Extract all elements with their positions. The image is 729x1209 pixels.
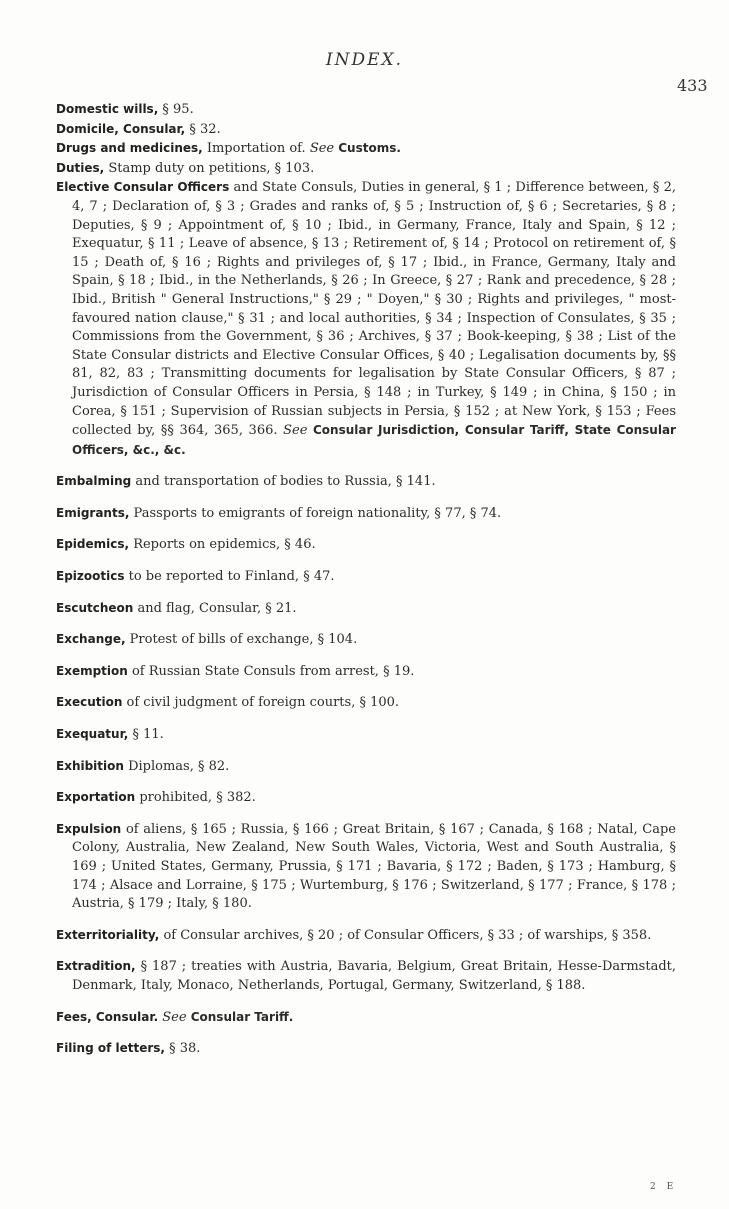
index-entry [56, 472, 676, 492]
entry-references: Reports on epidemics, § 46. [133, 537, 316, 553]
entry-references: Stamp duty on petitions, § 103. [108, 160, 315, 176]
page-number: 433 [677, 76, 708, 95]
index-entry [56, 630, 676, 650]
entry-heading: Expulsion [56, 821, 122, 836]
entry-references: of civil judgment of foreign courts, § 100. [126, 695, 400, 711]
entry-heading: Extradition, [56, 959, 136, 974]
index-entry [56, 788, 676, 808]
entry-references: and State Consuls, Duties in general, § 1 ; Difference between, § 2, 4, 7 ; Declaration of, § 3 ; Grades and ranks of, § 5 ; Instruction of, § 6 ; Secretaries, § 8 ; Deputies, § 9 ; Appointment of, § 10 ; Ibid., in Germany, France, Italy and Spain, § 12 ; Exequatur, § 11 ; Leave of absence, § 13 ; Retirement of, § 14 ; Protocol on retirement of, § 15 ; Death of, § 16 ; Rights and privileges of, § 17 ; Ibid., in France, Germany, Italy and Spain, § 18 ; Ibid., in the Netherlands, § 26 ; In Greece, § 27 ; Rank and precedence, § 28 ; Ibid., British " General Instructions," § 29 ; " Doyen," § 30 ; Rights and privileges, " most-favoured nation clause," § 31 ; and local authorities, § 34 ; Inspection of Consulates, § 35 ; Commissions from the Government, § 36 ; Archives, § 37 ; Book-keeping, § 38 ; List of the State Consular districts and Elective Consular Offices, § 40 ; Legalisation documents by, §§ 81, 82, 83 ; Transmitting documents for legalisation by State Consular Officers, § 87 ; Jurisdiction of Consular Officers in Persia, § 148 ; in Turkey, § 149 ; in China, § 150 ; in Corea, § 151 ; Supervision of Russian subjects in Persia, § 152 ; at New York, § 153 ; Fees collected by, §§ 364, 365, 366. [72, 180, 676, 439]
entry-references: § 38. [169, 1041, 201, 1057]
index-entry [56, 567, 676, 587]
entry-heading: Exchange, [56, 632, 126, 647]
index-entry [56, 725, 676, 745]
entry-references: Protest of bills of exchange, § 104. [129, 632, 358, 648]
entry-heading: Emigrants, [56, 505, 130, 520]
entry-references: § 11. [132, 727, 164, 743]
entry-heading: Domestic wills, [56, 102, 159, 116]
entry-references: § 95. [162, 102, 194, 117]
index-entry [56, 504, 676, 524]
index-entry [56, 957, 676, 995]
entry-heading: Exportation [56, 790, 136, 805]
index-entry [56, 139, 676, 159]
entry-references: Diplomas, § 82. [128, 758, 230, 774]
see-label: See [309, 141, 335, 157]
entry-references: to be reported to Finland, § 47. [128, 569, 335, 585]
index-entry [56, 820, 676, 914]
index-entry [56, 1039, 676, 1059]
entry-heading: Elective Consular Officers [56, 180, 230, 195]
entry-heading: Exterritoriality, [56, 927, 160, 942]
entry-references: of Russian State Consuls from arrest, § 19. [131, 663, 415, 679]
entry-heading: Drugs and medicines, [56, 141, 203, 156]
entry-references: § 32. [189, 121, 221, 137]
see-label: See [283, 423, 308, 439]
index-entry [56, 120, 676, 140]
entry-heading: Embalming [56, 474, 132, 489]
index-entry [56, 159, 676, 179]
entry-references: of Consular archives, § 20 ; of Consular Officers, § 33 ; of warships, § 358. [163, 927, 652, 943]
index-entry [56, 178, 676, 460]
entry-heading: Epidemics, [56, 537, 130, 552]
index-entry [56, 757, 676, 777]
entry-heading: Filing of letters, [56, 1041, 165, 1056]
entry-references: prohibited, § 382. [139, 790, 256, 806]
index-entry [56, 599, 676, 619]
index-entry [56, 662, 676, 682]
see-reference: Customs. [338, 141, 401, 156]
see-reference: Consular Jurisdiction, Consular Tariff, State Consular Officers, &c., &c. [72, 423, 676, 457]
entry-heading: Escutcheon [56, 600, 134, 615]
entry-heading: Duties, [56, 160, 105, 175]
entry-references: § 187 ; treaties with Austria, Bavaria, Belgium, Great Britain, Hesse-Darmstadt, Denmark, Italy, Monaco, Netherlands, Portugal, Germany, Switzerland, § 188. [72, 959, 676, 993]
entry-references: of aliens, § 165 ; Russia, § 166 ; Great Britain, § 167 ; Canada, § 168 ; Natal, Cape Colony, Australia, New Zealand, New South Wales, Victoria, West and South Australia, § 169 ; United States, Germany, Prussia, § 171 ; Bavaria, § 172 ; Baden, § 173 ; Hamburg, § 174 ; Alsace and Lorraine, § 175 ; Wurtemburg, § 176 ; Switzerland, § 177 ; France, § 178 ; Austria, § 179 ; Italy, § 180. [72, 821, 676, 912]
entry-heading: Execution [56, 695, 123, 710]
entry-heading: Exequatur, [56, 727, 129, 742]
index-entry [56, 535, 676, 555]
entry-heading: Epizootics [56, 569, 125, 584]
running-head: INDEX. [325, 50, 404, 70]
entry-references: and transportation of bodies to Russia, § 141. [135, 474, 436, 490]
index-entry [56, 1008, 676, 1028]
see-label: See [162, 1009, 187, 1025]
entry-heading: Exemption [56, 663, 128, 678]
entry-references: Passports to emigrants of foreign nationality, § 77, § 74. [133, 505, 502, 521]
index-entries [56, 100, 676, 1071]
printer-signature: 2 E [650, 1182, 678, 1192]
index-entry [56, 100, 676, 120]
index-entry [56, 693, 676, 713]
entry-heading: Fees, Consular. [56, 1009, 159, 1024]
entry-heading: Domicile, Consular, [56, 121, 186, 136]
index-entry [56, 926, 676, 946]
entry-references: and flag, Consular, § 21. [137, 600, 297, 616]
entry-references: Importation of. [206, 141, 306, 157]
see-reference: Consular Tariff. [190, 1009, 294, 1024]
entry-heading: Exhibition [56, 758, 124, 773]
